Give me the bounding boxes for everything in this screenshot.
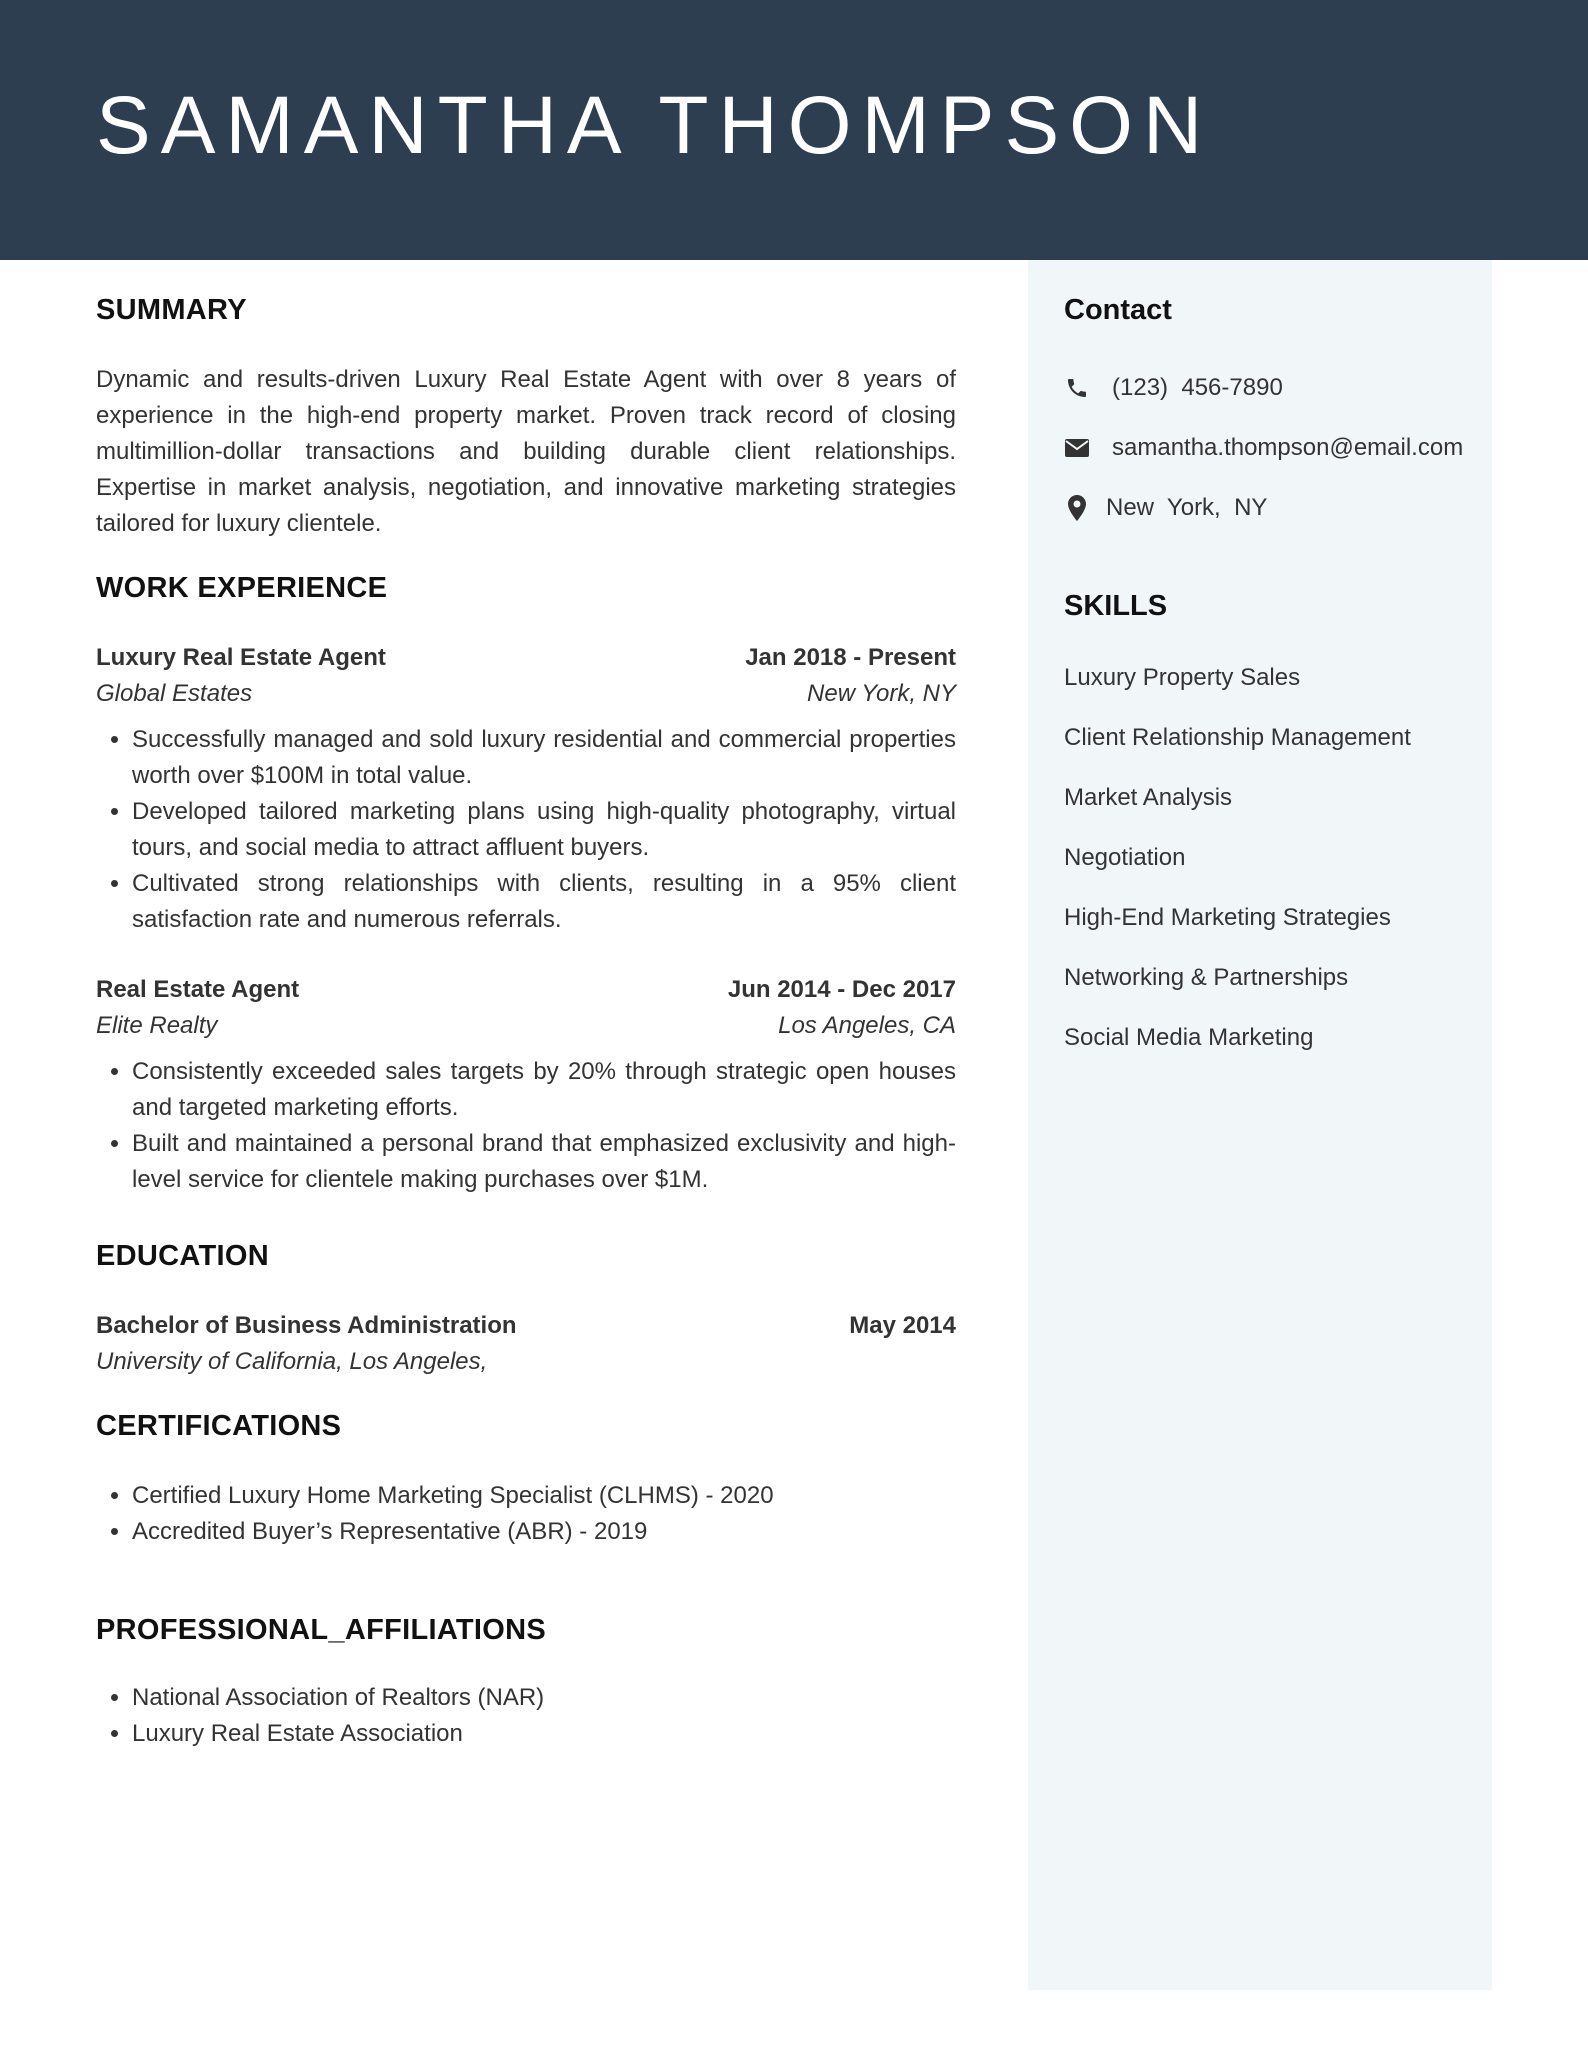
- contact-phone[interactable]: [1064, 374, 1283, 402]
- contact-location: [1064, 494, 1267, 522]
- job-bullet: • Built and maintained a personal brand that emphasized exclusivity and high-level service for clientele making purchases over $1M.: [132, 1126, 956, 1198]
- certification-item: • Certified Luxury Home Marketing Specialist (CLHMS) - 2020: [132, 1478, 956, 1514]
- summary-heading: SUMMARY: [96, 294, 247, 326]
- skill-item: Social Media Marketing: [1064, 1024, 1314, 1051]
- summary-text: Dynamic and results-driven Luxury Real Estate Agent with over 8 years of experience in the high-end property market. Proven track record of closing multimillion-dollar transactions and building durable client relationships. Expertise in market analysis, negotiation, and innovative marketing strategies tailored for luxury clientele.: [96, 366, 956, 537]
- job-location: New York, NY: [807, 680, 956, 707]
- envelope-icon: [1064, 435, 1090, 461]
- contact-heading: Contact: [1064, 294, 1172, 326]
- job-bullet: • Cultivated strong relationships with clients, resulting in a 95% client satisfaction rate and numerous referrals.: [132, 866, 956, 938]
- phone-number: (123) 456-7890: [1112, 374, 1283, 401]
- job-dates: Jun 2014 - Dec 2017: [727, 976, 956, 1003]
- email-address: samantha.thompson@email.com: [1112, 434, 1464, 461]
- location-text: New York, NY: [1106, 494, 1268, 521]
- affiliation-item: • Luxury Real Estate Association: [132, 1716, 956, 1752]
- job-bullet: • Developed tailored marketing plans using high-quality photography, virtual tours, and social media to attract affluent buyers.: [132, 794, 956, 866]
- job-bullet: • Successfully managed and sold luxury residential and commercial properties worth over $100M in total value.: [132, 722, 956, 794]
- skill-item: Client Relationship Management: [1064, 724, 1411, 751]
- affiliation-item: • National Association of Realtors (NAR): [132, 1680, 956, 1716]
- contact-email[interactable]: [1064, 434, 1463, 462]
- skill-item: Luxury Property Sales: [1064, 664, 1301, 691]
- affiliations-list: [96, 1680, 956, 1752]
- certification-item: • Accredited Buyer’s Representative (ABR) - 2019: [132, 1514, 956, 1550]
- job-entry: [96, 640, 956, 938]
- certifications-list: [96, 1478, 956, 1550]
- work-experience-heading: WORK EXPERIENCE: [96, 572, 388, 604]
- resume-header: [0, 0, 1588, 260]
- job-company: Elite Realty: [96, 1012, 218, 1039]
- graduation-date: May 2014: [849, 1312, 956, 1339]
- map-pin-icon: [1064, 495, 1090, 521]
- certifications-heading: CERTIFICATIONS: [96, 1410, 342, 1442]
- sidebar: [1028, 260, 1492, 1990]
- job-bullets: [96, 722, 956, 938]
- skill-item: Negotiation: [1064, 844, 1186, 871]
- candidate-name: SAMANTHA THOMPSON: [96, 80, 1213, 171]
- degree: Bachelor of Business Administration: [96, 1312, 517, 1339]
- affiliations-heading: PROFESSIONAL_AFFILIATIONS: [96, 1614, 547, 1646]
- phone-icon: [1064, 375, 1090, 401]
- job-bullets: [96, 1054, 956, 1198]
- job-dates: Jan 2018 - Present: [745, 644, 956, 671]
- skill-item: Networking & Partnerships: [1064, 964, 1349, 991]
- skills-list: [1064, 660, 1411, 1080]
- job-company: Global Estates: [96, 680, 253, 707]
- skill-item: High-End Marketing Strategies: [1064, 904, 1391, 931]
- education-entry: [96, 1308, 956, 1380]
- job-location: Los Angeles, CA: [778, 1012, 956, 1039]
- job-bullet: • Consistently exceeded sales targets by 20% through strategic open houses and targeted marketing efforts.: [132, 1054, 956, 1126]
- skills-heading: SKILLS: [1064, 590, 1168, 622]
- school: University of California, Los Angeles,: [96, 1348, 488, 1375]
- education-heading: EDUCATION: [96, 1240, 269, 1272]
- job-role: Luxury Real Estate Agent: [96, 644, 386, 671]
- job-entry: [96, 972, 956, 1198]
- job-role: Real Estate Agent: [96, 976, 300, 1003]
- skill-item: Market Analysis: [1064, 784, 1233, 811]
